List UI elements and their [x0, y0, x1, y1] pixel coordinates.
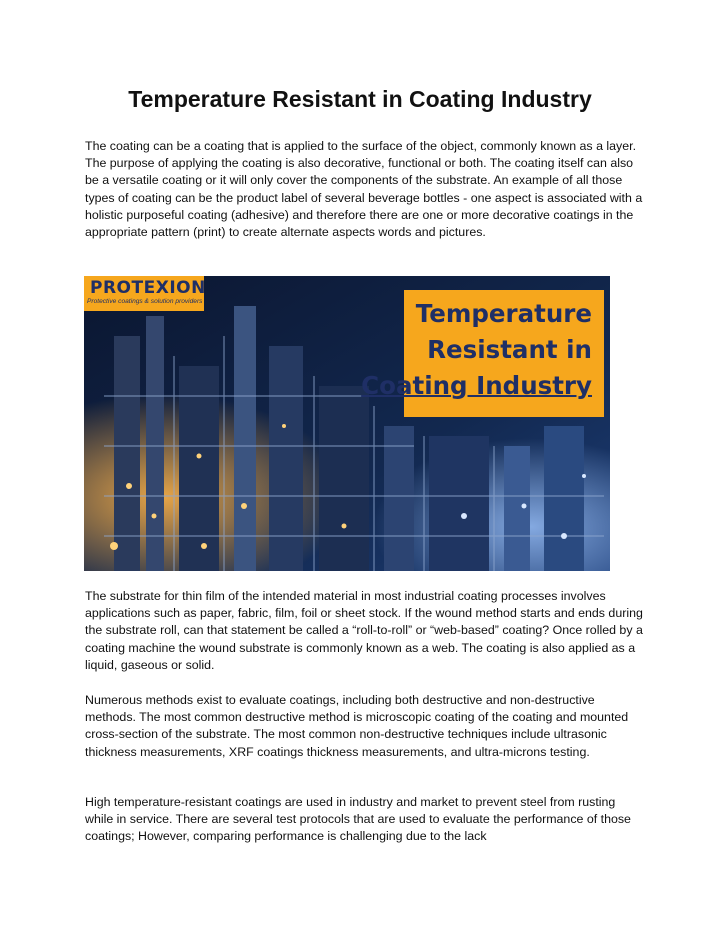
brand-logo	[84, 276, 204, 311]
paragraph-substrate: The substrate for thin film of the intended material in most industrial coating processes involves applications such as paper, fabric, film, foil or sheet stock. If the wound method starts and ends during the substrate roll, can that statement be called a “roll-to-roll” or “web-based” coating? Once rolled by a coating machine the wound substrate is commonly known as a web. The coating is also applied as a liquid, gaseous or solid.	[85, 589, 643, 672]
logo-tagline: Protective coatings & solution providers	[87, 298, 203, 305]
banner-headline	[361, 296, 592, 404]
headline-line-2: Resistant in	[427, 335, 592, 364]
logo-wordmark: PROTEXION	[90, 278, 206, 298]
paragraph-methods: Numerous methods exist to evaluate coatings, including both destructive and non-destructive methods. The most common destructive method is microscopic coating of the coating and mounted cross-section of the substrate. The most common non-destructive techniques include ultrasonic thickness measurements, XRF coatings thickness measurements, and ultra-microns testing.	[85, 693, 629, 759]
headline-line-1: Temperature	[415, 299, 592, 328]
banner-headline-box	[361, 290, 604, 417]
paragraph-intro: The coating can be a coating that is applied to the surface of the object, commonly known as a layer. The purpose of applying the coating is also decorative, functional or both. The coating itself can also be a versatile coating or it will only cover the components of the substrate. An example of all those types of coating can be the product label of several beverage bottles - one aspect is associated with a holistic purposeful coating (adhesive) and therefore there are one or more decorative coatings in the appropriate pattern (print) to create alternate aspects words and pictures.	[85, 139, 643, 240]
banner-image	[84, 276, 610, 571]
headline-line-3: Coating Industry	[361, 371, 592, 400]
paragraph-high-temp: High temperature-resistant coatings are used in industry and market to prevent steel from rusting while in service. There are several test protocols that are used to evaluate the performance of those coatings; However, comparing performance is challenging due to the lack	[85, 795, 631, 844]
page-title: Temperature Resistant in Coating Industry	[128, 86, 592, 112]
